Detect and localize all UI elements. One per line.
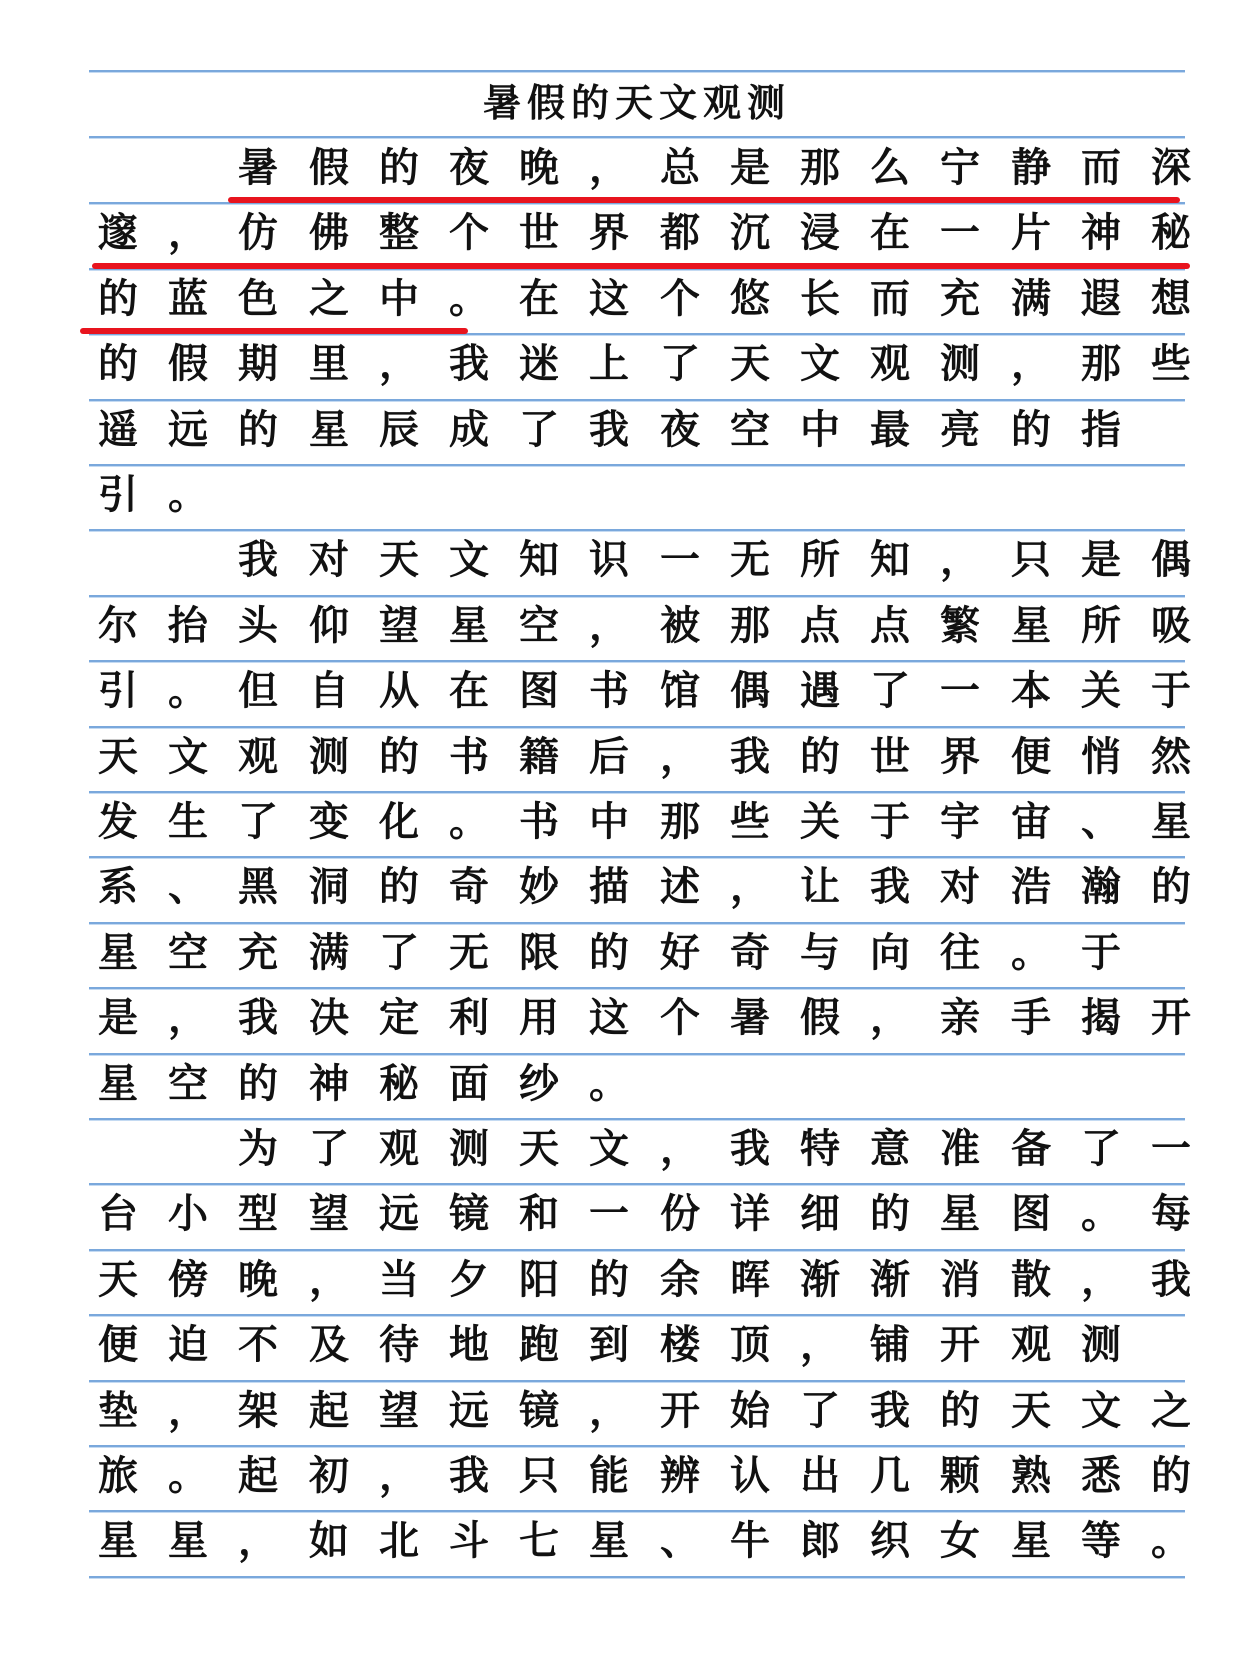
text-line: 旅 。 起 初 ， 我 只 能 辨 认 出 几 颗 熟 悉 的 (98, 1452, 1191, 1499)
text-line: 尔 抬 头 仰 望 星 空 ， 被 那 点 点 繁 星 所 吸 (98, 602, 1191, 649)
ruled-line (89, 1576, 1185, 1578)
red-underline (92, 263, 1190, 269)
text-line: 邃 ， 仿 佛 整 个 世 界 都 沉 浸 在 一 片 神 秘 (98, 209, 1191, 256)
text-line: 星 空 充 满 了 无 限 的 好 奇 与 向 往 。 于 (98, 929, 1121, 976)
text-line: 的 蓝 色 之 中 。 在 这 个 悠 长 而 充 满 遐 想 (98, 275, 1191, 322)
red-underline (80, 328, 468, 334)
text-line: 天 文 观 测 的 书 籍 后 ， 我 的 世 界 便 悄 然 (98, 733, 1191, 780)
text-line: 垫 ， 架 起 望 远 镜 ， 开 始 了 我 的 天 文 之 (98, 1387, 1191, 1434)
red-underline (228, 197, 1180, 203)
text-line: 发 生 了 变 化 。 书 中 那 些 关 于 宇 宙 、 星 (98, 798, 1191, 845)
essay-title: 暑假的天文观测 (482, 80, 791, 125)
text-line: 暑 假 的 夜 晚 ， 总 是 那 么 宁 静 而 深 (238, 144, 1191, 191)
text-line: 引 。 (98, 471, 208, 518)
text-line: 星 空 的 神 秘 面 纱 。 (98, 1060, 629, 1107)
text-line: 星 星 ， 如 北 斗 七 星 、 牛 郎 织 女 星 等 。 (98, 1517, 1191, 1564)
text-line: 的 假 期 里 ， 我 迷 上 了 天 文 观 测 ， 那 些 (98, 340, 1191, 387)
text-line: 引 。 但 自 从 在 图 书 馆 偶 遇 了 一 本 关 于 (98, 667, 1191, 714)
text-line: 系 、 黑 洞 的 奇 妙 描 述 ， 让 我 对 浩 瀚 的 (98, 863, 1191, 910)
text-line: 是 ， 我 决 定 利 用 这 个 暑 假 ， 亲 手 揭 开 (98, 994, 1191, 1041)
text-line: 我 对 天 文 知 识 一 无 所 知 ， 只 是 偶 (238, 536, 1191, 583)
text-line: 天 傍 晚 ， 当 夕 阳 的 余 晖 渐 渐 消 散 ， 我 (98, 1256, 1191, 1303)
text-line: 为 了 观 测 天 文 ， 我 特 意 准 备 了 一 (238, 1125, 1191, 1172)
text-line: 遥 远 的 星 辰 成 了 我 夜 空 中 最 亮 的 指 (98, 406, 1121, 453)
text-line: 便 迫 不 及 待 地 跑 到 楼 顶 ， 铺 开 观 测 (98, 1321, 1121, 1368)
text-line: 台 小 型 望 远 镜 和 一 份 详 细 的 星 图 。 每 (98, 1190, 1191, 1237)
